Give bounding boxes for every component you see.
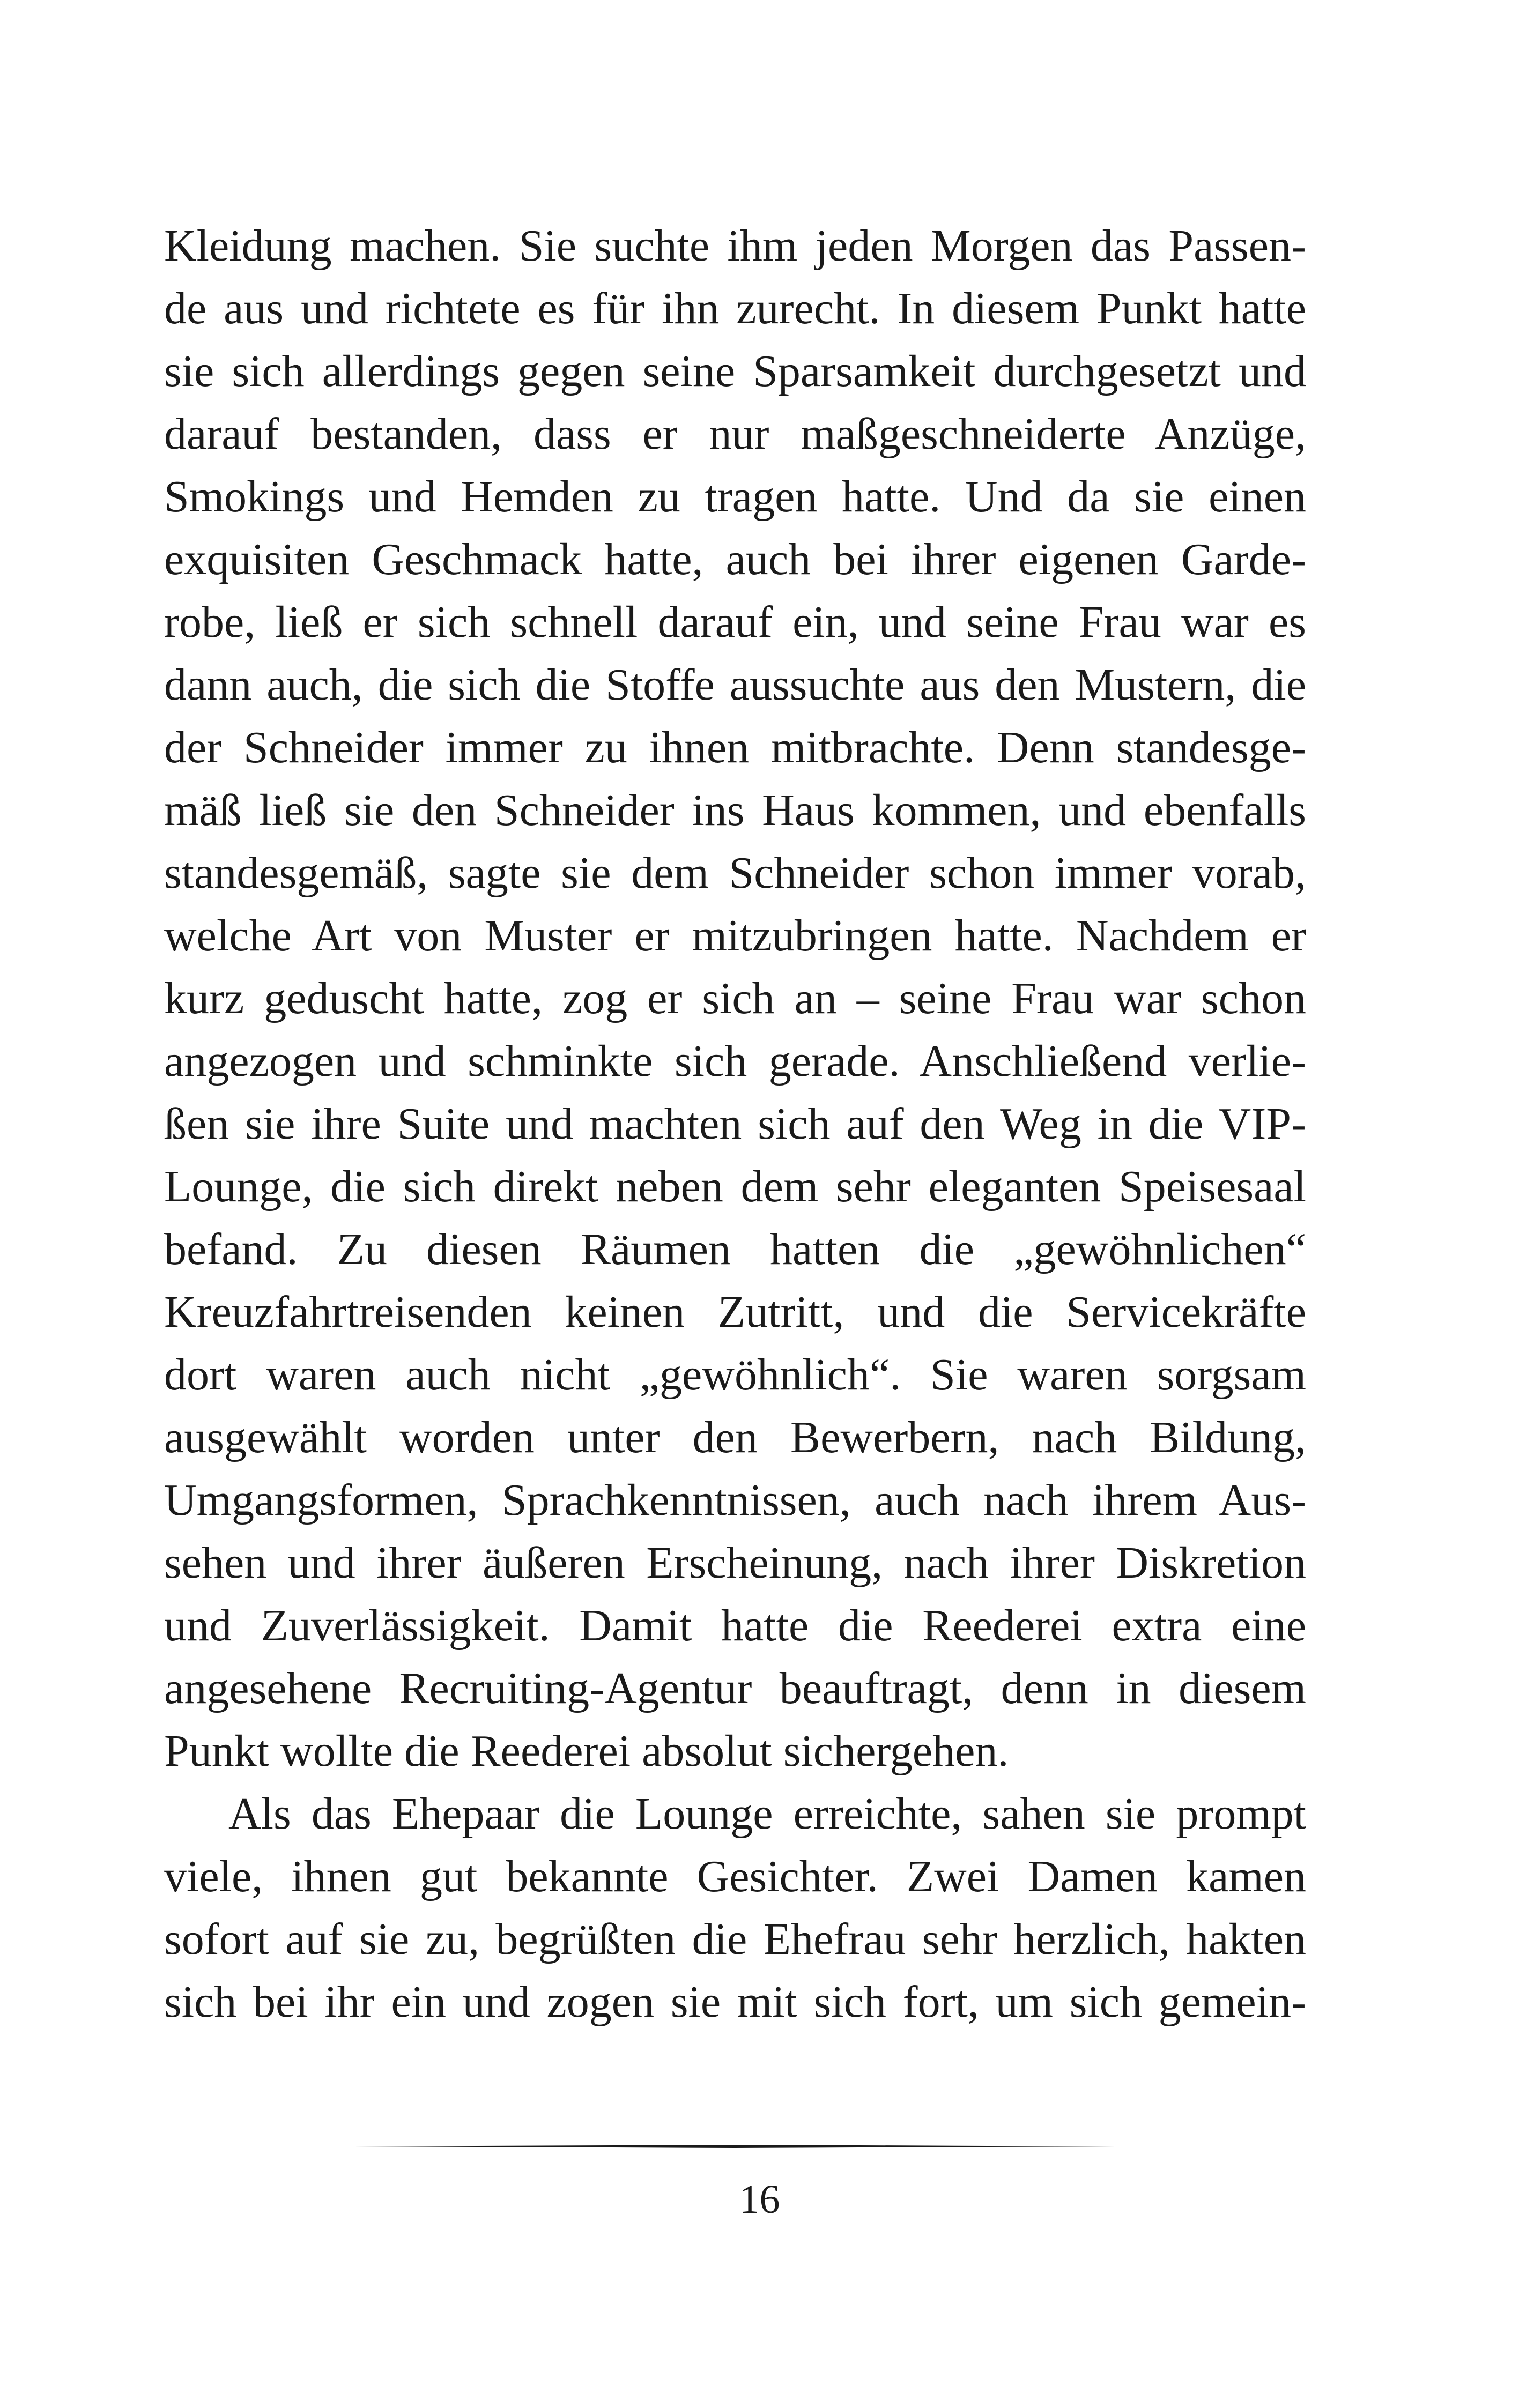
text-line: Smokings und Hemden zu tragen hatte. Und da sie einen: [164, 472, 1306, 522]
text-line: und Zuverlässigkeit. Damit hatte die Reederei extra eine: [164, 1601, 1306, 1651]
text-line: sehen und ihrer äußeren Erscheinung, nach ihrer Diskretion: [164, 1538, 1306, 1588]
text-line: ausgewählt worden unter den Bewerbern, nach Bildung,: [164, 1413, 1306, 1462]
text-line: welche Art von Muster er mitzubringen hatte. Nachdem er: [164, 911, 1306, 961]
text-line: Als das Ehepaar die Lounge erreichte, sahen sie prompt: [228, 1789, 1306, 1839]
text-line: Umgangsformen, Sprachkenntnissen, auch nach ihrem Aus-: [164, 1475, 1306, 1525]
page-number: 16: [739, 2177, 780, 2222]
text-line: robe, ließ er sich schnell darauf ein, und seine Frau war es: [164, 597, 1306, 647]
text-line: befand. Zu diesen Räumen hatten die „gewöhnlichen“: [164, 1224, 1306, 1274]
text-line: Lounge, die sich direkt neben dem sehr eleganten Speisesaal: [164, 1162, 1306, 1212]
paragraph-2: [164, 1782, 1306, 2033]
paragraph-1: [164, 214, 1306, 1782]
footer-rule: [354, 2144, 1115, 2149]
page-body: [164, 214, 1306, 2033]
text-line: sofort auf sie zu, begrüßten die Ehefrau sehr herzlich, hakten: [164, 1914, 1306, 1964]
text-line: exquisiten Geschmack hatte, auch bei ihrer eigenen Garde-: [164, 534, 1306, 584]
text-line: Kreuzfahrtreisenden keinen Zutritt, und die Servicekräfte: [164, 1287, 1306, 1337]
text-line: sich bei ihr ein und zogen sie mit sich fort, um sich gemein-: [164, 1977, 1306, 2027]
text-line: ßen sie ihre Suite und machten sich auf den Weg in die VIP-: [164, 1099, 1306, 1149]
text-line: Kleidung machen. Sie suchte ihm jeden Morgen das Passen-: [164, 221, 1306, 271]
text-line: viele, ihnen gut bekannte Gesichter. Zwei Damen kamen: [164, 1852, 1306, 1901]
text-line: standesgemäß, sagte sie dem Schneider schon immer vorab,: [164, 848, 1306, 898]
text-line: Punkt wollte die Reederei absolut sichergehen.: [164, 1726, 1009, 1776]
text-line: de aus und richtete es für ihn zurecht. In diesem Punkt hatte: [164, 284, 1306, 333]
text-line: darauf bestanden, dass er nur maßgeschneiderte Anzüge,: [164, 409, 1306, 459]
text-line: dort waren auch nicht „gewöhnlich“. Sie waren sorgsam: [164, 1350, 1306, 1400]
text-line: mäß ließ sie den Schneider ins Haus kommen, und ebenfalls: [164, 785, 1306, 835]
text-line: angezogen und schminkte sich gerade. Anschließend verlie-: [164, 1036, 1306, 1086]
text-line: sie sich allerdings gegen seine Sparsamkeit durchgesetzt und: [164, 346, 1306, 396]
text-line: der Schneider immer zu ihnen mitbrachte. Denn standesge-: [164, 723, 1306, 772]
ornamental-rule-graphic: [354, 2144, 1115, 2149]
text-line: kurz geduscht hatte, zog er sich an – seine Frau war schon: [164, 973, 1306, 1023]
text-line: angesehene Recruiting-Agentur beauftragt, denn in diesem: [164, 1663, 1306, 1713]
text-line: dann auch, die sich die Stoffe aussuchte aus den Mustern, die: [164, 660, 1306, 710]
